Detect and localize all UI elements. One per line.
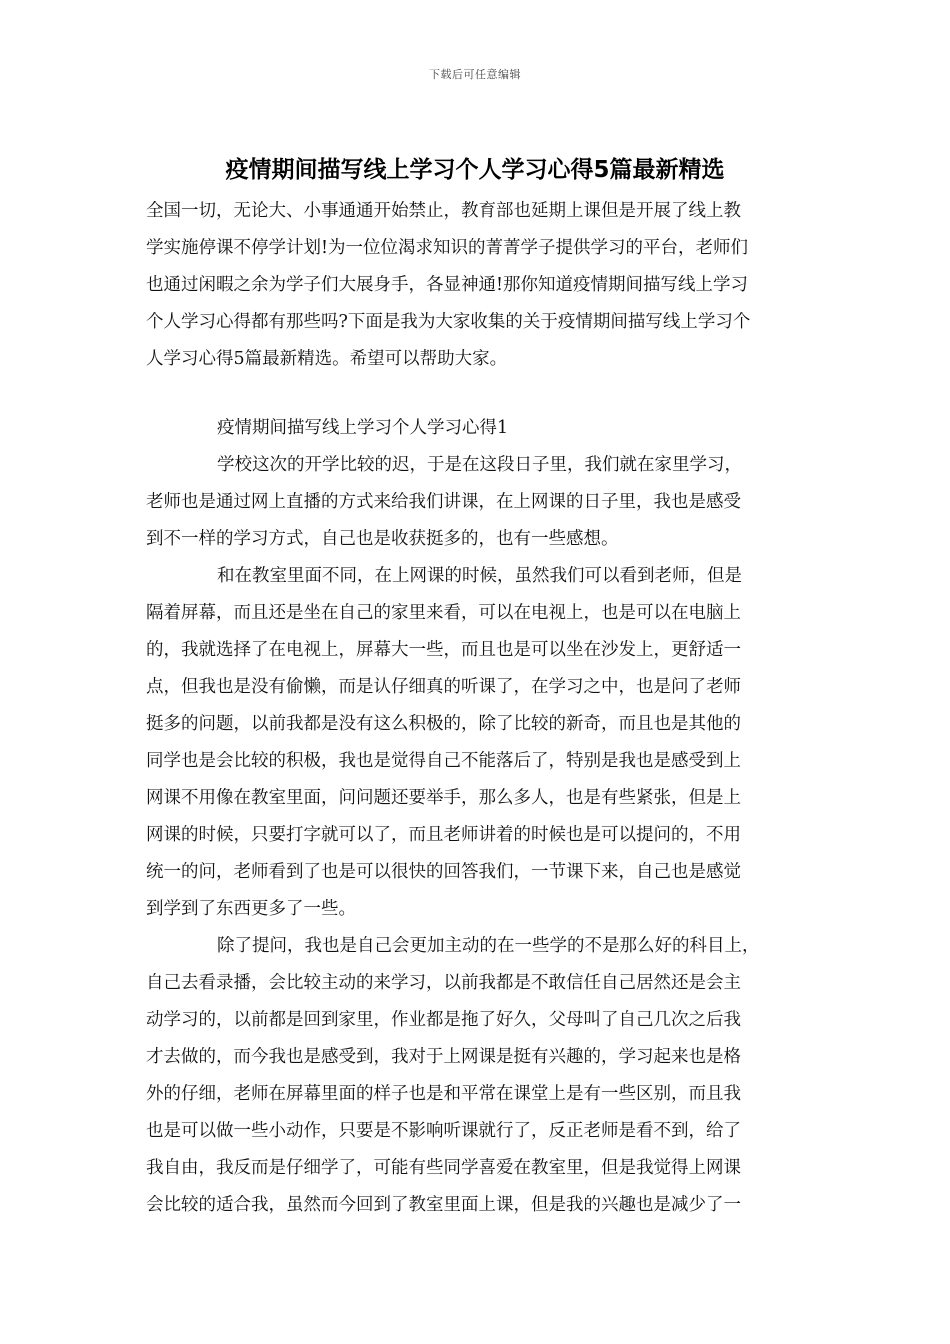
paragraph-line: 才去做的，而今我也是感受到，我对于上网课是挺有兴趣的，学习起来也是格 — [146, 1047, 741, 1067]
page-header-note: 下载后可任意编辑 — [429, 68, 521, 81]
paragraph-line: 同学也是会比较的积极，我也是觉得自己不能落后了，特别是我也是感受到上 — [146, 751, 741, 771]
paragraph-line: 隔着屏幕，而且还是坐在自己的家里来看，可以在电视上，也是可以在电脑上 — [146, 603, 741, 623]
document-title: 疫情期间描写线上学习个人学习心得5篇最新精选 — [225, 157, 725, 183]
article-body — [146, 410, 816, 1224]
intro-line: 人学习心得5篇最新精选。希望可以帮助大家。 — [146, 349, 508, 369]
paragraph-line: 和在教室里面不同，在上网课的时候，虽然我们可以看到老师，但是 — [217, 566, 742, 586]
intro-line: 全国一切，无论大、小事通通开始禁止，教育部也延期上课但是开展了线上教 — [146, 201, 741, 221]
paragraph-line: 到不一样的学习方式，自己也是收获挺多的，也有一些感想。 — [146, 529, 619, 549]
paragraph-line: 会比较的适合我，虽然而今回到了教室里面上课，但是我的兴趣也是减少了一 — [146, 1195, 741, 1215]
paragraph-line: 我自由，我反而是仔细学了，可能有些同学喜爱在教室里，但是我觉得上网课 — [146, 1158, 741, 1178]
intro-line: 学实施停课不停学计划!为一位位渴求知识的菁菁学子提供学习的平台，老师们 — [146, 238, 749, 258]
paragraph-line: 的，我就选择了在电视上，屏幕大一些，而且也是可以坐在沙发上，更舒适一 — [146, 640, 741, 660]
paragraph-1 — [146, 447, 816, 558]
paragraph-line: 统一的问，老师看到了也是可以很快的回答我们，一节课下来，自己也是感觉 — [146, 862, 741, 882]
intro-line: 也通过闲暇之余为学子们大展身手，各显神通!那你知道疫情期间描写线上学习 — [146, 275, 749, 295]
paragraph-line: 挺多的问题，以前我都是没有这么积极的，除了比较的新奇，而且也是其他的 — [146, 714, 741, 734]
paragraph-line: 老师也是通过网上直播的方式来给我们讲课，在上网课的日子里，我也是感受 — [146, 492, 741, 512]
intro-line: 个人学习心得都有那些吗?下面是我为大家收集的关于疫情期间描写线上学习个 — [146, 312, 751, 332]
paragraph-line: 学校这次的开学比较的迟，于是在这段日子里，我们就在家里学习， — [217, 455, 742, 475]
paragraph-line: 到学到了东西更多了一些。 — [146, 899, 356, 919]
paragraph-2 — [146, 558, 816, 928]
paragraph-line: 网课的时候，只要打字就可以了，而且老师讲着的时候也是可以提问的，不用 — [146, 825, 741, 845]
paragraph-line: 自己去看录播，会比较主动的来学习，以前我都是不敢信任自己居然还是会主 — [146, 973, 741, 993]
paragraph-line: 外的仔细，老师在屏幕里面的样子也是和平常在课堂上是有一些区别，而且我 — [146, 1084, 741, 1104]
paragraph-line: 除了提问，我也是自己会更加主动的在一些学的不是那么好的科目上， — [217, 936, 760, 956]
intro-paragraph — [146, 193, 816, 378]
paragraph-line: 点，但我也是没有偷懒，而是认仔细真的听课了，在学习之中，也是问了老师 — [146, 677, 741, 697]
paragraph-line: 动学习的，以前都是回到家里，作业都是拖了好久，父母叫了自己几次之后我 — [146, 1010, 741, 1030]
paragraph-3 — [146, 928, 816, 1224]
paragraph-line: 也是可以做一些小动作，只要是不影响听课就行了，反正老师是看不到，给了 — [146, 1121, 741, 1141]
section-heading: 疫情期间描写线上学习个人学习心得1 — [217, 418, 509, 438]
paragraph-line: 网课不用像在教室里面，问问题还要举手，那么多人，也是有些紧张，但是上 — [146, 788, 741, 808]
